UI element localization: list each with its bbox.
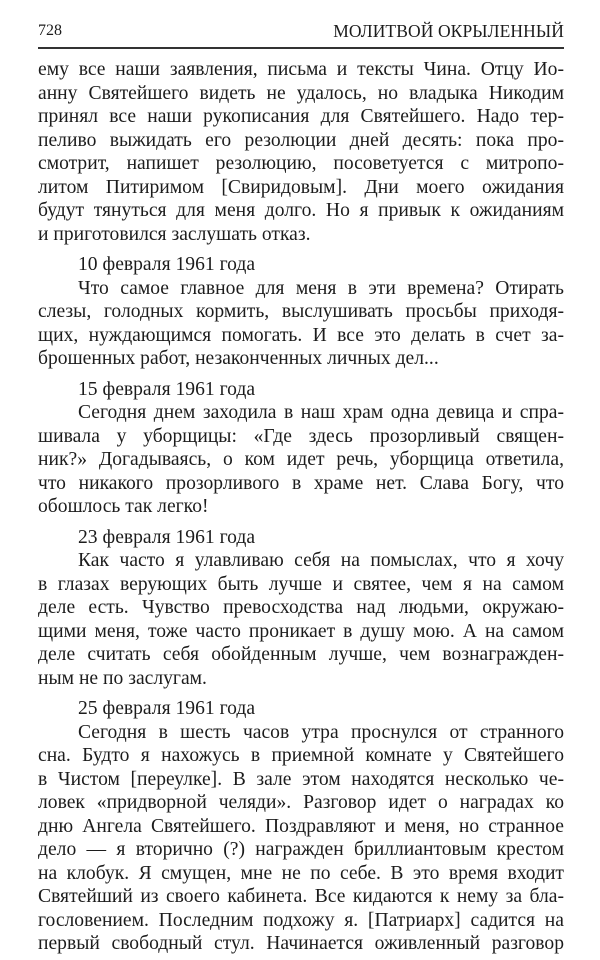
entry-date: 25 февраля 1961 года (78, 698, 256, 719)
paragraph-line: дню Ангела Святейшего. Поздравляют и меня, но странное (38, 815, 564, 837)
entry-date: 10 февраля 1961 года (78, 254, 256, 275)
paragraph-line: деле есть. Чувство превосходства над людьми, окружаю- (38, 597, 564, 618)
paragraph-line: пеливо выжидать его резолюции дней десять: пока про- (38, 129, 564, 151)
paragraph-line: щих, нуждающимся помогать. И все это делать в счет за- (38, 324, 564, 346)
header-rule (38, 47, 564, 49)
paragraph-line: обошлось так легко! (38, 496, 209, 517)
page-body (38, 58, 564, 956)
paragraph-line: в глазах верующих быть лучше и святее, чем я на самом (38, 573, 564, 595)
paragraph-line: деле считать себя обойденным лучше, чем вознагражден- (38, 644, 564, 665)
paragraph-line: ловек «придворной челяди». Разговор идет о наградах ко (38, 792, 564, 813)
paragraph-line: принял все наши рукописания для Святейшего. Надо тер- (38, 106, 564, 127)
paragraph-line: Что самое главное для меня в эти времена? Отирать (78, 277, 564, 299)
paragraph-line: Сегодня днем заходила в наш храм одна девица и спра- (78, 402, 564, 423)
paragraph-line: щими меня, тоже часто проникает в душу мою. А на самом (38, 620, 564, 642)
paragraph-line: Сегодня в шесть часов утра проснулся от странного (78, 721, 564, 743)
paragraph-line: сна. Будто я нахожусь в приемной комнате у Святейшего (38, 745, 564, 766)
paragraph-line: литом Питиримом [Свиридовым]. Дни моего ожидания (38, 176, 564, 198)
entry-date: 23 февраля 1961 года (78, 526, 256, 548)
paragraph-line: в Чистом [переулке]. В зале этом находятся несколько че- (38, 768, 564, 790)
paragraph-line: на клобук. Я смущен, мне не по себе. В это время входит (38, 862, 564, 884)
paragraph-line: будут тянуться для меня долго. Но я привык к ожиданиям (38, 200, 564, 221)
paragraph-line: гословением. Последним подхожу я. [Патриарх] садится на (38, 909, 564, 931)
paragraph-line: шивала у уборщицы: «Где здесь прозорливый священ- (38, 425, 564, 447)
paragraph-line: брошенных работ, незаконченных личных дел... (38, 348, 439, 369)
paragraph-line: ник?» Догадываясь, о ком идет речь, уборщица ответила, (38, 449, 564, 470)
paragraph-line: Святейший из своего кабинета. Все кидаются к нему за бла- (38, 886, 564, 907)
running-title: МОЛИТВОЙ ОКРЫЛЕННЫЙ (333, 21, 564, 41)
paragraph-line: ему все наши заявления, письма и тексты Чина. Отцу Ио- (38, 59, 564, 80)
running-header (38, 22, 564, 46)
entry-date: 15 февраля 1961 года (78, 378, 256, 400)
paragraph-line: Как часто я улавливаю себя на помыслах, что я хочу (78, 550, 564, 571)
paragraph-line: анну Святейшего видеть не удалось, но владыка Никодим (38, 82, 564, 104)
paragraph-line: смотрит, напишет резолюцию, посоветуется с митропо- (38, 153, 564, 174)
paragraph-line: и приготовился заслушать отказ. (38, 223, 311, 245)
paragraph-line: ным не по заслугам. (38, 667, 207, 689)
page-number: 728 (38, 22, 62, 39)
paragraph-line: слезы, голодных кормить, выслушивать просьбы приходя- (38, 301, 564, 322)
paragraph-line: первый свободный стул. Начинается оживленный разговор (38, 933, 564, 954)
paragraph-line: что никакого прозорливого в храме нет. Слава Богу, что (38, 472, 564, 494)
paragraph-line: дело — я вторично (?) награжден бриллиантовым крестом (38, 839, 564, 860)
